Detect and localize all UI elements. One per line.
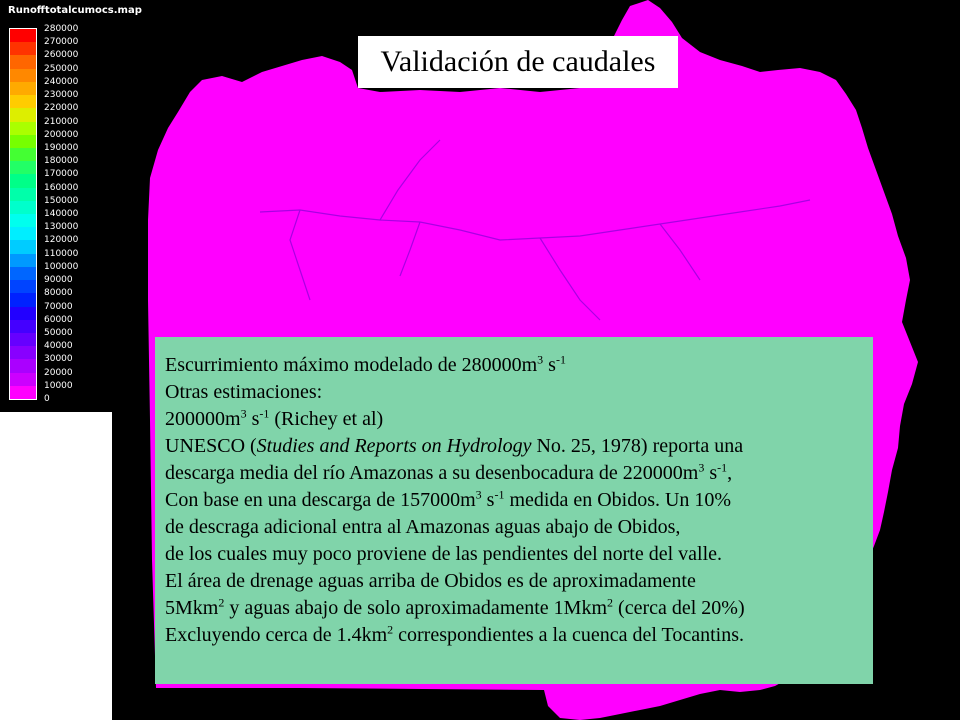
slide-title: Validación de caudales — [358, 36, 678, 88]
color-ramp-band — [10, 29, 36, 43]
color-ramp-band — [10, 240, 36, 254]
legend-label: 100000 — [44, 261, 79, 272]
map-filename: Runofftotalcumocs.map — [8, 5, 142, 16]
text-line: de descraga adicional entra al Amazonas aguas abajo de Obidos, — [165, 516, 681, 538]
legend-label: 0 — [44, 394, 50, 404]
color-ramp-band — [10, 108, 36, 122]
legend-label: 170000 — [44, 169, 79, 180]
color-ramp-band — [10, 148, 36, 162]
color-ramp-band — [10, 55, 36, 69]
color-ramp-band — [10, 122, 36, 136]
color-ramp-band — [10, 135, 36, 149]
legend-label: 240000 — [44, 76, 79, 87]
legend-label: 260000 — [44, 50, 79, 61]
legend-label: 80000 — [44, 288, 73, 299]
color-ramp-band — [10, 267, 36, 281]
legend-label: 220000 — [44, 103, 79, 114]
color-ramp-band — [10, 359, 36, 373]
legend-label: 190000 — [44, 142, 79, 153]
legend-label: 120000 — [44, 235, 79, 246]
legend-label: 140000 — [44, 209, 79, 219]
color-ramp-band — [10, 188, 36, 202]
info-text-box — [155, 337, 873, 684]
legend-label: 10000 — [44, 380, 73, 391]
color-ramp-band — [10, 95, 36, 109]
legend-label: 210000 — [44, 116, 79, 127]
text-line: descarga media del río Amazonas a su desenbocadura de $220000m^3$ $s^{-1}$, — [165, 460, 733, 484]
color-ramp-band — [10, 227, 36, 241]
legend-label: 50000 — [44, 327, 73, 338]
color-ramp-band — [10, 293, 36, 307]
color-ramp-band — [10, 346, 36, 360]
color-ramp-band — [10, 174, 36, 188]
text-line: Excluyendo cerca de $1.4km^2$ correspondientes a la cuenca del Tocantins. — [165, 622, 745, 646]
legend-label: 110000 — [44, 248, 79, 259]
legend-label: 30000 — [44, 354, 73, 365]
text-line: El área de drenage aguas arriba de Obidos es de aproximadamente — [165, 570, 696, 592]
map-legend-panel — [0, 0, 142, 410]
legend-label: 280000 — [44, 24, 79, 34]
text-line: Otras estimaciones: — [165, 381, 323, 403]
color-ramp-band — [10, 254, 36, 268]
legend-label: 270000 — [44, 37, 79, 48]
color-ramp — [9, 28, 37, 400]
legend-label: 200000 — [44, 129, 79, 140]
legend-label: 160000 — [44, 182, 79, 193]
color-ramp-band — [10, 69, 36, 83]
legend-label: 130000 — [44, 222, 79, 233]
legend-label: 20000 — [44, 367, 73, 378]
legend-label: 70000 — [44, 301, 73, 312]
text-line: 5Mkm$^2$ y aguas abajo de solo aproximadamente 1Mkm$^2$ (cerca del 20%) — [165, 595, 745, 619]
legend-label: 40000 — [44, 341, 73, 352]
color-ramp-band — [10, 214, 36, 228]
color-ramp-band — [10, 373, 36, 387]
color-ramp-band — [10, 82, 36, 96]
legend-labels — [44, 24, 106, 404]
legend-label: 60000 — [44, 314, 73, 325]
color-ramp-band — [10, 42, 36, 56]
color-ramp-band — [10, 386, 36, 400]
color-ramp-band — [10, 280, 36, 294]
legend-label: 150000 — [44, 195, 79, 206]
text-line: Escurrimiento máximo modelado de $280000m^3$ $s^{-1}$ — [165, 352, 566, 376]
color-ramp-band — [10, 161, 36, 175]
legend-label: 230000 — [44, 90, 79, 101]
text-line: UNESCO (Studies and Reports on Hydrology No. 25, 1978) reporta una — [165, 435, 744, 457]
legend-label: 90000 — [44, 275, 73, 286]
legend-label: 180000 — [44, 156, 79, 167]
blank-panel — [0, 412, 112, 720]
color-ramp-band — [10, 320, 36, 334]
legend-label: 250000 — [44, 63, 79, 74]
color-ramp-band — [10, 307, 36, 321]
text-line: $200000m^3$ $s^{-1}$ (Richey et al) — [165, 406, 384, 430]
color-ramp-band — [10, 333, 36, 347]
text-line: de los cuales muy poco proviene de las pendientes del norte del valle. — [165, 543, 723, 565]
color-ramp-band — [10, 201, 36, 215]
text-line: Con base en una descarga de $157000m^3$ $s^{-1}$ medida en Obidos. Un 10% — [165, 487, 732, 511]
